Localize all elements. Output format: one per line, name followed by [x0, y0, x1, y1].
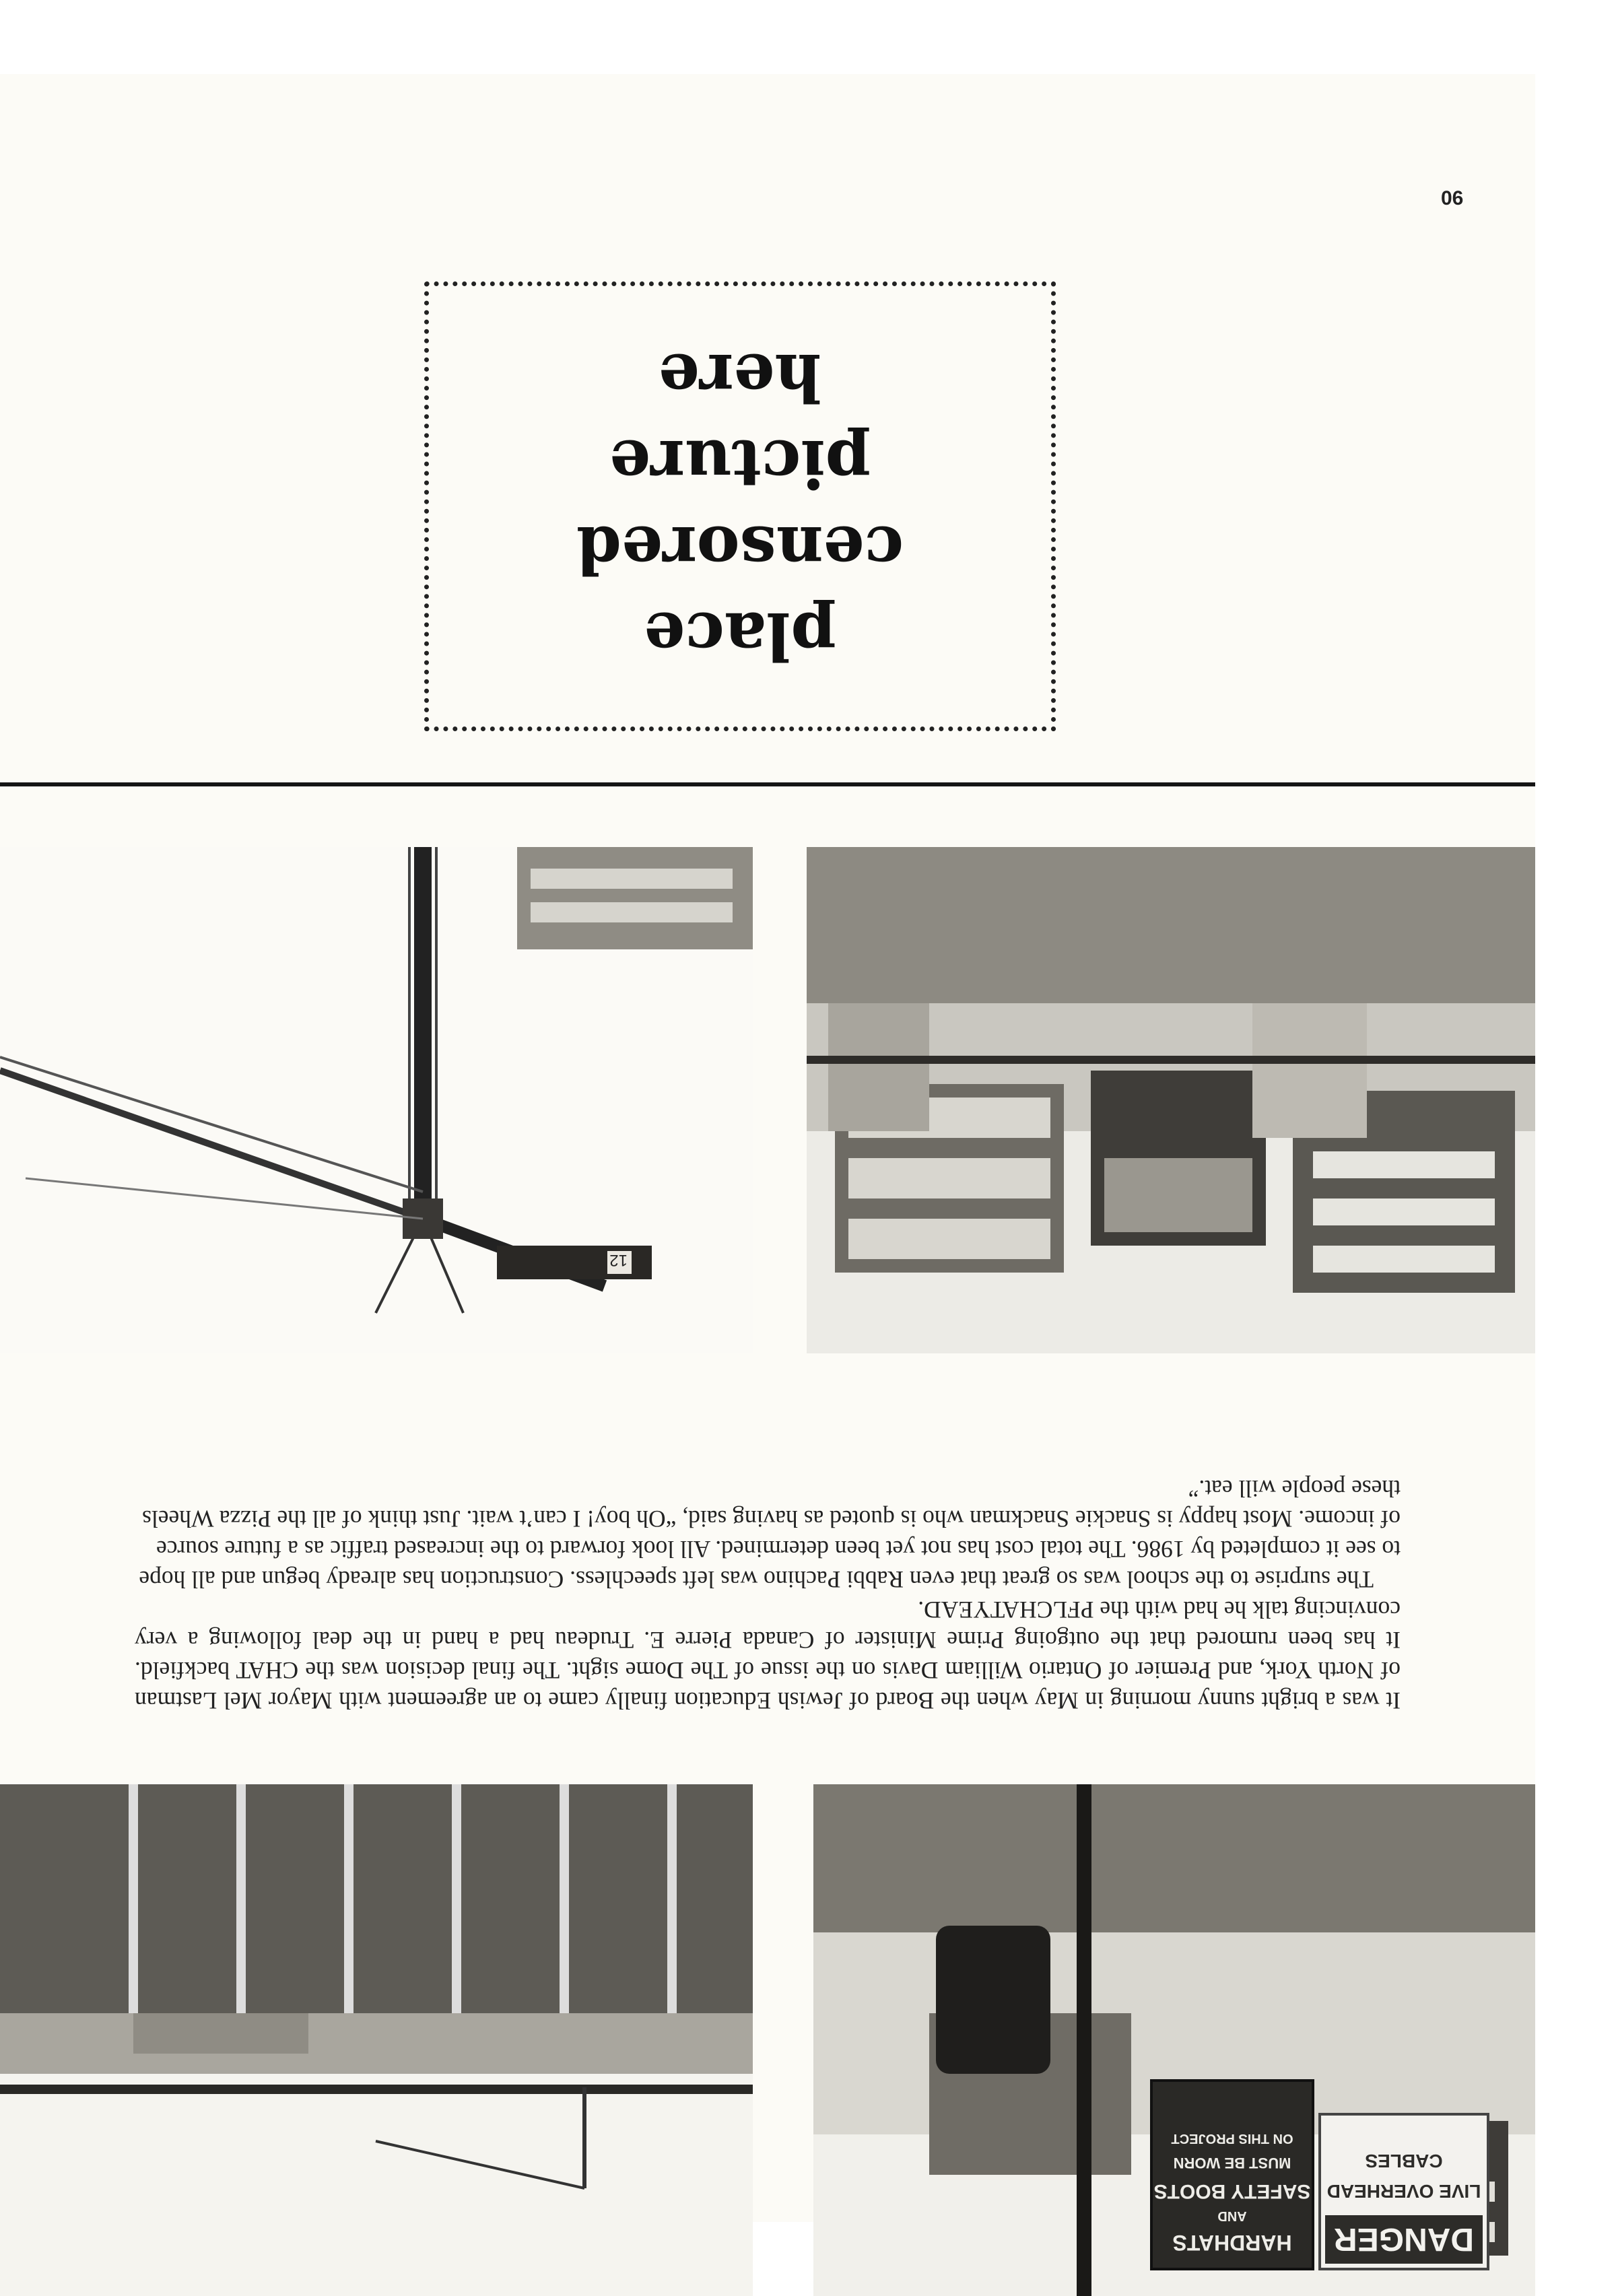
construction-site-image: [807, 847, 1535, 1353]
placeholder-word-2: censored: [576, 512, 904, 588]
photo-safety-signs: [813, 1784, 1535, 2296]
placeholder-word-1: place: [644, 598, 836, 674]
safety-sign-line-3: SAFETY BOOTS: [1153, 2180, 1311, 2202]
article-text: [135, 1406, 1401, 1716]
page-number: 06: [1441, 187, 1464, 209]
danger-sign: [1320, 2114, 1488, 2269]
article-paragraph-2: The surprise to the school was so great that even Rabbi Pachino was left speechless. Construction has already begun and all hope to see it completed by 1986. The total cost has not yet been determined. All look forward to the increased traffic as a future source of income. Most happy is Snackie Snackman who is quoted as having said, “Oh boy! I can’t wait. Just think of all the Pizza Wheels these people will eat.”: [139, 1475, 1401, 1593]
article-paragraph-1: It was a bright sunny morning in May when the Board of Jewish Education finally came to an agreement with Mayor Mel Lastman of North York, and Premier of Ontario William Davis on the issue of The Dome sight. The final decision was the CHAT backfield. It has been rumored that the outgoing Prime Minister of Canada Pierre E. Trudeau had a hand in the deal following a very convincing talk he had with the PFLCHATYEAD.: [135, 1596, 1401, 1714]
placeholder-word-4: here: [658, 339, 822, 415]
photo-tower-crane: [0, 847, 753, 1353]
crane-number: 12: [609, 1251, 628, 1269]
danger-sign-line-3: CABLES: [1365, 2151, 1443, 2171]
yearbook-page: [0, 74, 1535, 2257]
safety-sign-line-1: HARDHATS: [1172, 2231, 1292, 2255]
safety-sign-line-5: ON THIS PROJECT: [1171, 2131, 1293, 2146]
photo-construction-buildings: [807, 847, 1535, 1353]
building-frame-image: [0, 1784, 753, 2296]
horizontal-divider: [0, 782, 1535, 786]
safety-signs-image: [813, 1784, 1535, 2296]
danger-sign-line-2: LIVE OVERHEAD: [1326, 2181, 1481, 2202]
safety-sign-line-2: AND: [1217, 2208, 1247, 2223]
tower-crane-image: [0, 847, 753, 1353]
photo-building-frame: [0, 1784, 753, 2296]
placeholder-word-3: picture: [609, 426, 871, 502]
safety-sign: [1151, 2081, 1313, 2269]
safety-sign-line-4: MUST BE WORN: [1173, 2155, 1291, 2171]
danger-sign-line-1: DANGER: [1333, 2221, 1475, 2257]
censored-picture-placeholder: [424, 281, 1056, 731]
